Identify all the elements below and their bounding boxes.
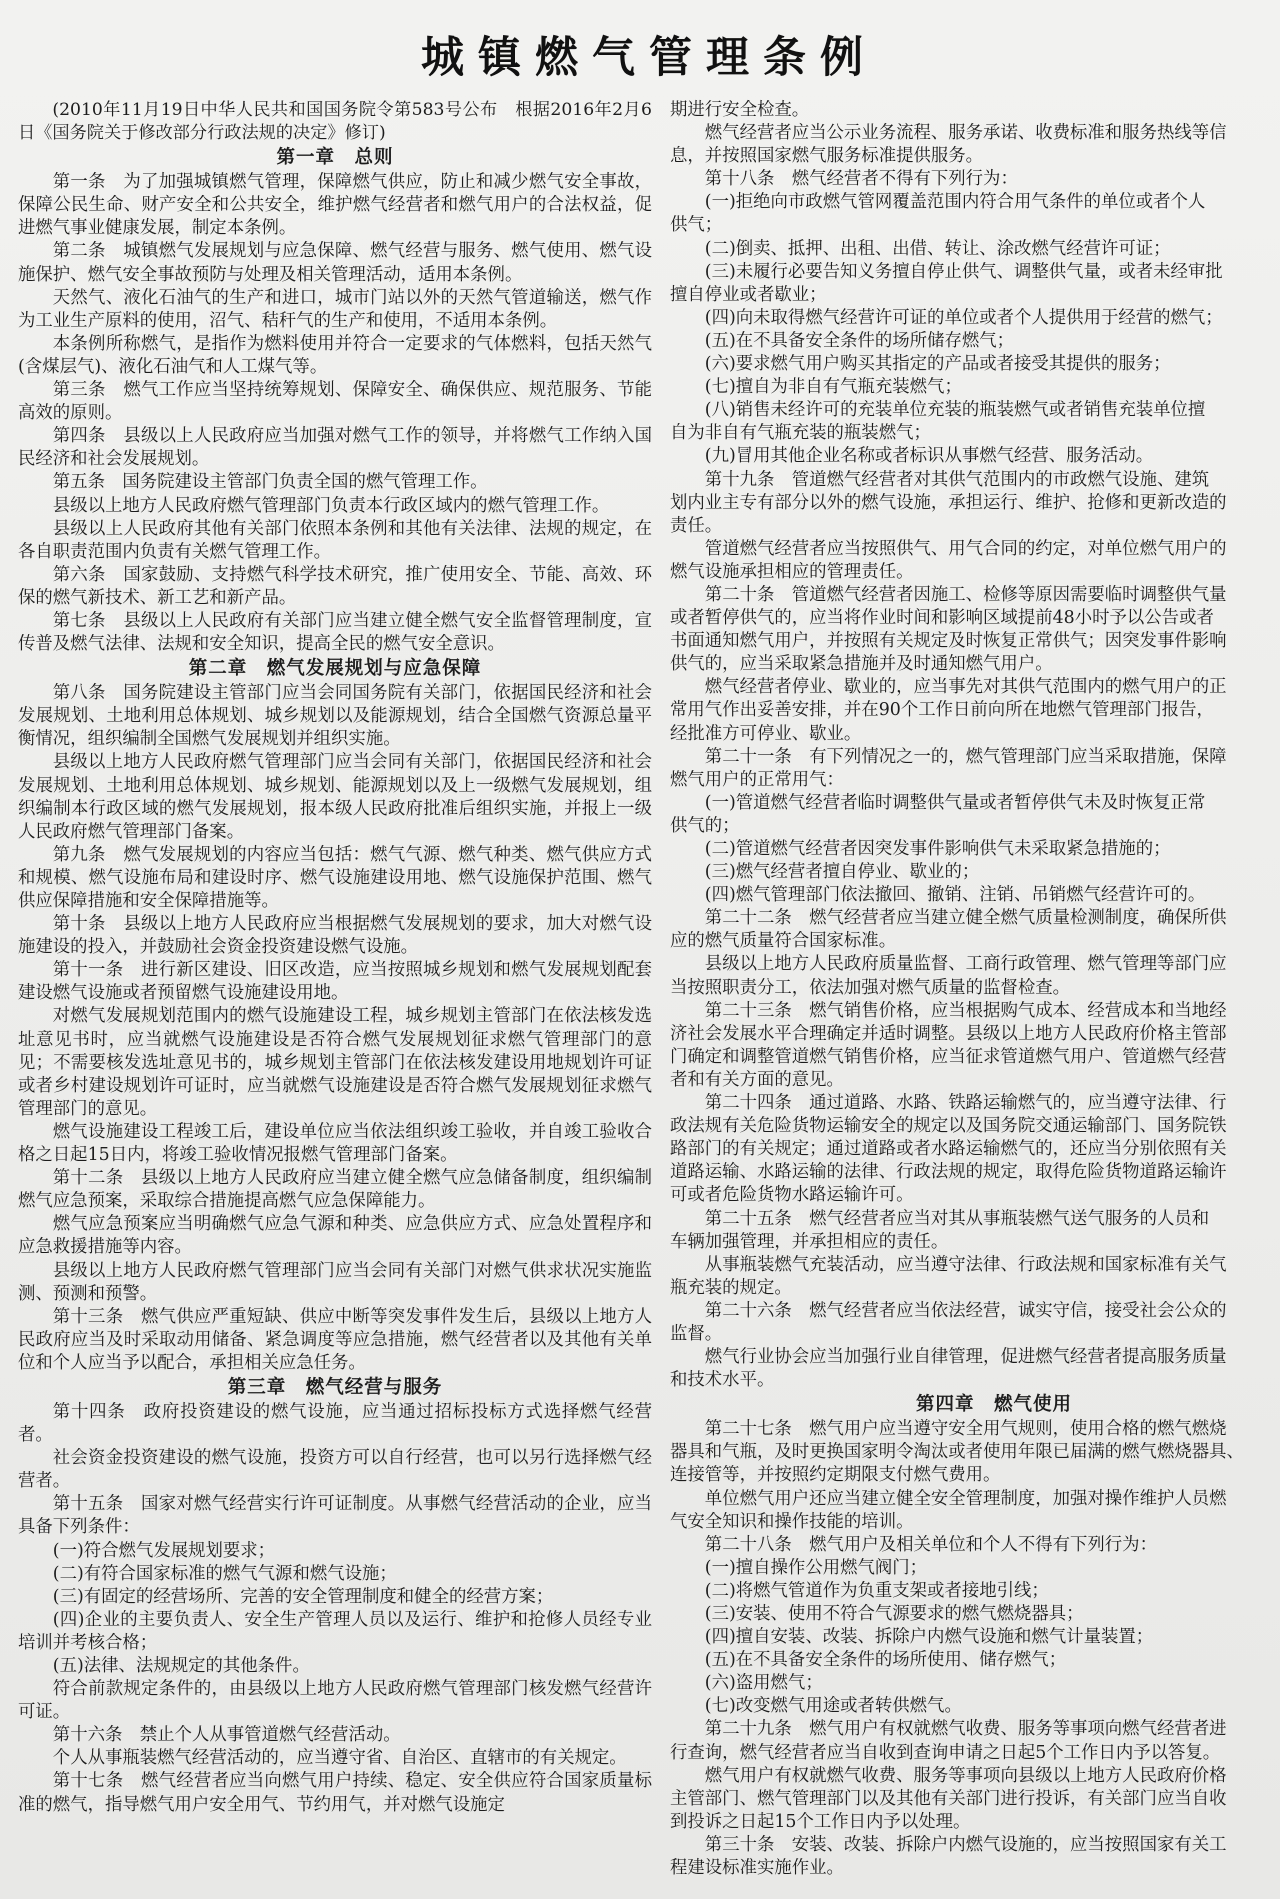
right-paragraph: 路部门的有关规定；通过道路或者水路运输燃气的，还应当分别依照有关 <box>670 1139 1227 1160</box>
right-paragraph: 从事瓶装燃气充装活动，应当遵守法律、行政法规和国家标准有关气 <box>704 1254 1227 1275</box>
right-paragraph: 政法规有关危险货物运输安全的规定以及国务院交通运输部门、国务院铁 <box>670 1116 1227 1137</box>
left-paragraph: 天然气、液化石油气的生产和进口，城市门站以外的天然气管道输送，燃气作为工业生产原料的使用，沼气、秸秆气的生产和使用，不适用本条例。 <box>18 287 652 331</box>
right-paragraph: 燃气用户有权就燃气收费、服务等事项向县级以上地方人民政府价格 <box>704 1765 1227 1786</box>
right-paragraph: 主管部门、燃气管理部门以及其他有关部门进行投诉，有关部门应当自收 <box>670 1788 1227 1809</box>
left-paragraph: 第二条 城镇燃气发展规划与应急保障、燃气经营与服务、燃气使用、燃气设施保护、燃气安全事故预防与处理及相关管理活动，适用本条例。 <box>18 241 652 285</box>
right-paragraph: 第二十条 管道燃气经营者因施工、检修等原因需要临时调整供气量 <box>704 584 1227 605</box>
right-paragraph: 第二十三条 燃气销售价格，应当根据购气成本、经营成本和当地经 <box>704 1000 1227 1021</box>
left-paragraph: 第四条 县级以上人民政府应当加强对燃气工作的领导，并将燃气工作纳入国民经济和社会发展规划。 <box>18 426 652 470</box>
right-paragraph: 当按照职责分工，依法加强对燃气质量的监督检查。 <box>670 977 1070 998</box>
right-paragraph: 单位燃气用户还应当建立健全安全管理制度，加强对操作维护人员燃 <box>704 1488 1227 1509</box>
right-paragraph: 第十八条 燃气经营者不得有下列行为： <box>704 169 1018 190</box>
right-paragraph: (二)将燃气管道作为负重支架或者接地引线； <box>704 1580 1049 1601</box>
left-paragraph: 第五条 国务院建设主管部门负责全国的燃气管理工作。 <box>52 472 488 493</box>
left-paragraph: (一)符合燃气发展规划要求； <box>52 1540 276 1561</box>
right-paragraph: 车辆加强管理，并承担相应的责任。 <box>670 1231 949 1252</box>
right-paragraph: 第二十九条 燃气用户有权就燃气收费、服务等事项向燃气经营者进 <box>704 1719 1227 1740</box>
left-paragraph: 对燃气发展规划范围内的燃气设施建设工程，城乡规划主管部门在依法核发选址意见书时，应当就燃气设施建设是否符合燃气发展规划征求燃气管理部门的意见；不需要核发选址意见书的，城乡规划主管部门在依法核发建设用地规划许可证或者乡村建设规划许可证时，应当就燃气设施建设是否符合燃气发展规划征求燃气管理部门的意见。 <box>18 1006 652 1119</box>
left-paragraph: 个人从事瓶装燃气经营活动的，应当遵守省、自治区、直辖市的有关规定。 <box>52 1748 627 1769</box>
publication-note: (2010年11月19日中华人民共和国国务院令第583号公布 根据2016年2月6日《国务院关于修改部分行政法规的决定》修订) <box>18 100 652 144</box>
left-paragraph: 第三条 燃气工作应当坚持统筹规划、保障安全、确保供应、规范服务、节能高效的原则。 <box>18 380 652 424</box>
left-paragraph: 第八条 国务院建设主管部门应当会同国务院有关部门，依据国民经济和社会发展规划、土地利用总体规划、城乡规划以及能源规划，结合全国燃气资源总量平衡情况，组织编制全国燃气发展规划并组织实施。 <box>18 683 652 750</box>
right-paragraph: 燃气设施承担相应的管理责任。 <box>670 561 914 582</box>
left-paragraph: 县级以上地方人民政府燃气管理部门应当会同有关部门对燃气供求状况实施监测、预测和预警。 <box>18 1260 652 1304</box>
left-paragraph: 第六条 国家鼓励、支持燃气科学技术研究，推广使用安全、节能、高效、环保的燃气新技术、新工艺和新产品。 <box>18 564 652 608</box>
right-paragraph: 期进行安全检查。 <box>670 100 810 120</box>
left-paragraph: 燃气设施建设工程竣工后，建设单位应当依法组织竣工验收，并自竣工验收合格之日起15日内，将竣工验收情况报燃气管理部门备案。 <box>18 1121 652 1166</box>
right-paragraph: 管道燃气经营者应当按照供气、用气合同的约定，对单位燃气用户的 <box>704 538 1227 559</box>
right-paragraph: 第二十五条 燃气经营者应当对其从事瓶装燃气送气服务的人员和 <box>704 1208 1210 1229</box>
right-paragraph: 经批准方可停业、歇业。 <box>670 723 862 744</box>
right-paragraph: (四)向未取得燃气经营许可证的单位或者个人提供用于经营的燃气； <box>704 307 1223 328</box>
left-column <box>18 99 670 1817</box>
right-paragraph: 第三十条 安装、改装、拆除户内燃气设施的，应当按照国家有关工 <box>704 1834 1227 1855</box>
left-paragraph: 第十五条 国家对燃气经营实行许可证制度。从事燃气经营活动的企业，应当具备下列条件： <box>18 1494 652 1538</box>
left-paragraph: 第十六条 禁止个人从事管道燃气经营活动。 <box>52 1725 401 1746</box>
text-columns <box>18 99 1280 1880</box>
right-paragraph: 供气的； <box>670 815 740 836</box>
right-paragraph: 划内业主专有部分以外的燃气设施，承担运行、维护、抢修和更新改造的 <box>670 492 1227 513</box>
right-column <box>670 99 1280 1880</box>
left-paragraph: 本条例所称燃气，是指作为燃料使用并符合一定要求的气体燃料，包括天然气(含煤层气)、液化石油气和人工煤气等。 <box>18 333 652 377</box>
left-paragraph: 县级以上人民政府其他有关部门依照本条例和其他有关法律、法规的规定，在各自职责范围内负责有关燃气管理工作。 <box>18 518 652 562</box>
left-paragraph: 第十条 县级以上地方人民政府应当根据燃气发展规划的要求，加大对燃气设施建设的投入，并鼓励社会资金投资建设燃气设施。 <box>18 914 652 958</box>
right-paragraph: 燃气经营者应当公示业务流程、服务承诺、收费标准和服务热线等信 <box>704 123 1227 144</box>
right-paragraph: 自为非自有气瓶充装的瓶装燃气； <box>670 423 931 444</box>
left-paragraph: 燃气应急预案应当明确燃气应急气源和种类、应急供应方式、应急处置程序和应急救援措施等内容。 <box>18 1214 652 1258</box>
right-paragraph: 第二十七条 燃气用户应当遵守安全用气规则，使用合格的燃气燃烧 <box>704 1419 1227 1440</box>
left-paragraph: 县级以上地方人民政府燃气管理部门负责本行政区域内的燃气管理工作。 <box>52 495 610 516</box>
right-paragraph: 燃气用户的正常用气： <box>670 769 844 790</box>
right-paragraph: 燃气经营者停业、歇业的，应当事先对其供气范围内的燃气用户的正 <box>704 677 1227 698</box>
right-paragraph: 第十九条 管道燃气经营者对其供气范围内的市政燃气设施、建筑 <box>704 469 1210 490</box>
right-paragraph: (七)擅自为非自有气瓶充装燃气； <box>704 377 962 398</box>
right-paragraph: 息，并按照国家燃气服务标准提供服务。 <box>670 146 984 167</box>
left-paragraph: (四)企业的主要负责人、安全生产管理人员以及运行、维护和抢修人员经专业培训并考核合格； <box>18 1609 652 1653</box>
left-paragraph: 第十七条 燃气经营者应当向燃气用户持续、稳定、安全供应符合国家质量标准的燃气，指导燃气用户安全用气、节约用气，并对燃气设施定 <box>18 1771 652 1815</box>
right-paragraph: (八)销售未经许可的充装单位充装的瓶装燃气或者销售充装单位擅 <box>704 400 1206 421</box>
right-paragraph: 责任。 <box>670 515 723 536</box>
right-paragraph: (三)未履行必要告知义务擅自停止供气、调整供气量，或者未经审批 <box>704 261 1223 282</box>
left-paragraph: 第九条 燃气发展规划的内容应当包括：燃气气源、燃气种类、燃气供应方式和规模、燃气设施布局和建设时序、燃气设施建设用地、燃气设施保护范围、燃气供应保障措施和安全保障措施等。 <box>18 844 652 911</box>
right-paragraph: 到投诉之日起15个工作日内予以处理。 <box>670 1811 971 1832</box>
right-paragraph: 程建设标准实施作业。 <box>670 1858 844 1879</box>
right-paragraph: (六)盗用燃气； <box>704 1673 823 1694</box>
left-paragraph: (二)有符合国家标准的燃气气源和燃气设施； <box>52 1563 397 1584</box>
right-paragraph: 和技术水平。 <box>670 1370 775 1391</box>
right-paragraph: 第二十二条 燃气经营者应当建立健全燃气质量检测制度，确保所供 <box>704 908 1227 929</box>
right-paragraph: 气安全知识和操作技能的培训。 <box>670 1511 914 1532</box>
left-paragraph: 第七条 县级以上人民政府有关部门应当建立健全燃气安全监督管理制度，宣传普及燃气法律、法规和安全知识，提高全民的燃气安全意识。 <box>18 610 652 655</box>
chapter-heading: 第一章 总则 <box>276 147 394 169</box>
left-paragraph: 县级以上地方人民政府燃气管理部门应当会同有关部门，依据国民经济和社会发展规划、土地利用总体规划、城乡规划、能源规划以及上一级燃气发展规划，组织编制本行政区域的燃气发展规划，报本级人民政府批准后组织实施，并报上一级人民政府燃气管理部门备案。 <box>18 752 652 842</box>
right-paragraph: (三)燃气经营者擅自停业、歇业的； <box>704 862 980 883</box>
right-paragraph: (三)安装、使用不符合气源要求的燃气燃烧器具； <box>704 1604 1084 1624</box>
right-paragraph: 第二十八条 燃气用户及相关单位和个人不得有下列行为： <box>704 1534 1157 1555</box>
chapter-heading: 第四章 燃气使用 <box>915 1394 1072 1416</box>
chapter-heading: 第三章 燃气经营与服务 <box>227 1376 443 1398</box>
right-paragraph: 门确定和调整管道燃气销售价格，应当征求管道燃气用户、管道燃气经营 <box>670 1046 1227 1067</box>
right-paragraph: 济社会发展水平合理确定并适时调整。县级以上地方人民政府价格主管部 <box>670 1023 1227 1044</box>
right-paragraph: (七)改变燃气用途或者转供燃气。 <box>704 1696 962 1717</box>
right-paragraph: 擅自停业或者歇业； <box>670 284 827 305</box>
chapter-heading: 第二章 燃气发展规划与应急保障 <box>188 658 482 680</box>
left-paragraph: 社会资金投资建设的燃气设施，投资方可以自行经营，也可以另行选择燃气经营者。 <box>18 1448 652 1492</box>
left-paragraph: 符合前款规定条件的，由县级以上地方人民政府燃气管理部门核发燃气经营许可证。 <box>18 1679 652 1723</box>
left-paragraph: 第十二条 县级以上地方人民政府应当建立健全燃气应急储备制度，组织编制燃气应急预案，采取综合措施提高燃气应急保障能力。 <box>18 1168 652 1212</box>
right-paragraph: (一)管道燃气经营者临时调整供气量或者暂停供气未及时恢复正常 <box>704 792 1206 813</box>
right-paragraph: (九)冒用其他企业名称或者标识从事燃气经营、服务活动。 <box>704 446 1154 467</box>
right-paragraph: 第二十六条 燃气经营者应当依法经营，诚实守信，接受社会公众的 <box>704 1300 1227 1321</box>
right-paragraph: (六)要求燃气用户购买其指定的产品或者接受其提供的服务； <box>704 354 1171 375</box>
right-paragraph: 瓶充装的规定。 <box>670 1277 792 1298</box>
left-paragraph: 第十四条 政府投资建设的燃气设施，应当通过招标投标方式选择燃气经营者。 <box>18 1401 652 1446</box>
left-paragraph: 第十一条 进行新区建设、旧区改造，应当按照城乡规划和燃气发展规划配套建设燃气设施或者预留燃气设施建设用地。 <box>18 960 652 1004</box>
right-paragraph: 书面通知燃气用户，并按照有关规定及时恢复正常供气；因突发事件影响 <box>670 631 1227 652</box>
right-paragraph: (一)拒绝向市政燃气管网覆盖范围内符合用气条件的单位或者个人 <box>704 192 1206 213</box>
right-paragraph: 应的燃气质量符合国家标准。 <box>670 931 897 952</box>
right-paragraph: 燃气行业协会应当加强行业自律管理，促进燃气经营者提高服务质量 <box>704 1347 1227 1368</box>
right-paragraph: 器具和气瓶，及时更换国家明令淘汰或者使用年限已届满的燃气燃烧器具、 <box>670 1442 1244 1463</box>
document-title: 城镇燃气管理条例 <box>421 33 877 83</box>
right-paragraph: 监督。 <box>670 1323 723 1344</box>
right-paragraph: 供气的，应当采取紧急措施并及时通知燃气用户。 <box>670 654 1053 675</box>
right-paragraph: 者和有关方面的意见。 <box>670 1069 844 1090</box>
right-paragraph: (二)管道燃气经营者因突发事件影响供气未采取紧急措施的； <box>704 839 1171 859</box>
left-paragraph: (五)法律、法规规定的其他条件。 <box>52 1656 310 1676</box>
right-paragraph: 道路运输、水路运输的法律、行政法规的规定，取得危险货物道路运输许 <box>670 1162 1227 1183</box>
right-paragraph: (五)在不具备安全条件的场所使用、储存燃气； <box>704 1650 1067 1671</box>
right-paragraph: 连接管等，并按照约定期限支付燃气费用。 <box>670 1465 1001 1486</box>
right-paragraph: 县级以上地方人民政府质量监督、工商行政管理、燃气管理等部门应 <box>704 954 1227 975</box>
right-paragraph: (一)擅自操作公用燃气阀门； <box>704 1557 928 1578</box>
right-paragraph: 供气； <box>670 215 723 236</box>
right-paragraph: 第二十一条 有下列情况之一的，燃气管理部门应当采取措施，保障 <box>704 746 1227 767</box>
left-paragraph: 第一条 为了加强城镇燃气管理，保障燃气供应，防止和减少燃气安全事故，保障公民生命、财产安全和公共安全，维护燃气经营者和燃气用户的合法权益，促进燃气事业健康发展，制定本条例。 <box>18 172 652 239</box>
right-paragraph: (四)燃气管理部门依法撤回、撤销、注销、吊销燃气经营许可的。 <box>704 885 1206 906</box>
left-paragraph: 第十三条 燃气供应严重短缺、供应中断等突发事件发生后，县级以上地方人民政府应当及时采取动用储备、紧急调度等应急措施，燃气经营者以及其他有关单位和个人应当予以配合，承担相关应急任务。 <box>18 1306 652 1373</box>
right-paragraph: (二)倒卖、抵押、出租、出借、转让、涂改燃气经营许可证； <box>704 238 1171 259</box>
right-paragraph: (五)在不具备安全条件的场所储存燃气； <box>704 330 1015 351</box>
right-paragraph: 第二十四条 通过道路、水路、铁路运输燃气的，应当遵守法律、行 <box>704 1093 1227 1114</box>
left-paragraph: (三)有固定的经营场所、完善的安全管理制度和健全的经营方案； <box>52 1586 554 1607</box>
right-paragraph: (四)擅自安装、改装、拆除户内燃气设施和燃气计量装置； <box>704 1627 1154 1648</box>
right-paragraph: 行查询，燃气经营者应当自收到查询申请之日起5个工作日内予以答复。 <box>670 1742 1221 1763</box>
right-paragraph: 或者暂停供气的，应当将作业时间和影响区域提前48小时予以公告或者 <box>670 608 1214 629</box>
right-paragraph: 可或者危险货物水路运输许可。 <box>670 1185 914 1206</box>
right-paragraph: 常用气作出妥善安排，并在90个工作日前向所在地燃气管理部门报告， <box>670 700 1214 721</box>
